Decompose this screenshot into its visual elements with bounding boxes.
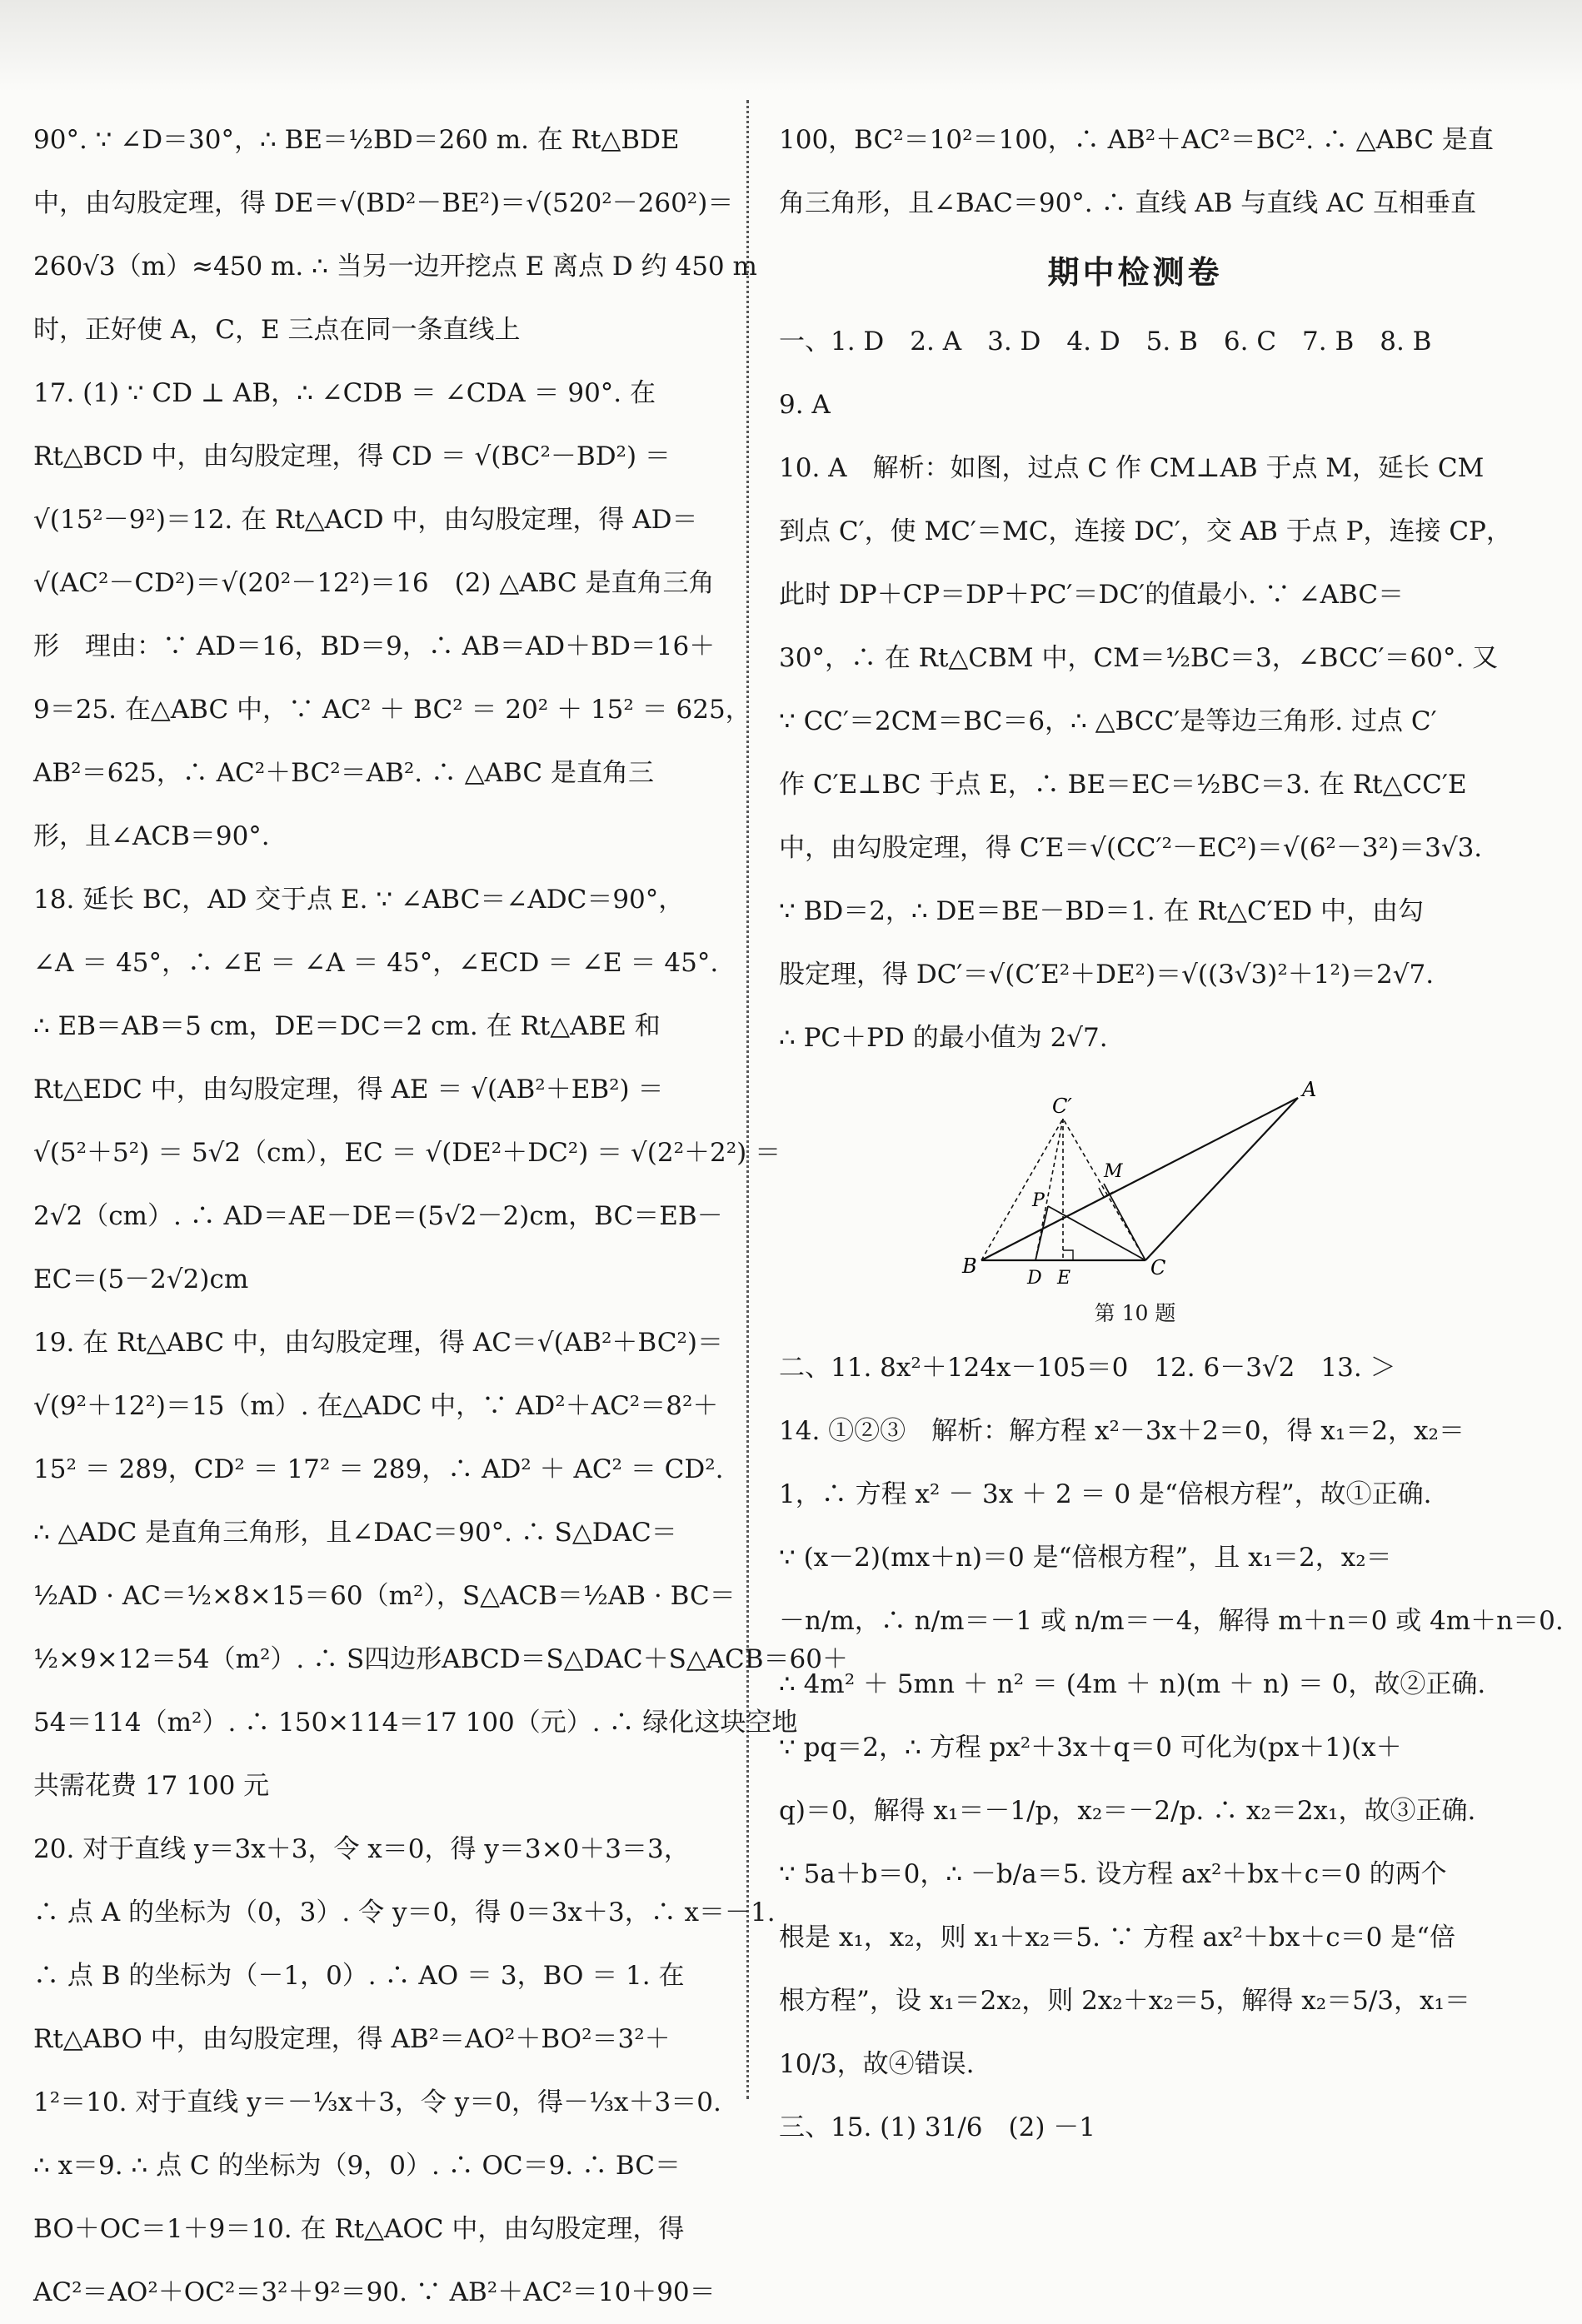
text-line: 2√2（cm）. ∴ AD＝AE－DE＝(5√2－2)cm，BC＝EB－ — [33, 1201, 723, 1231]
text-line: 100，BC²＝10²＝100，∴ AB²＋AC²＝BC². ∴ △ABC 是直 — [779, 125, 1494, 155]
text-line: 10/3，故④错误. — [779, 2049, 975, 2079]
text-line: ½×9×12＝54（m²）. ∴ S四边形ABCD＝S△DAC＋S△ACB＝60＋ — [33, 1644, 848, 1674]
text-line: ∵ CC′＝2CM＝BC＝6，∴ △BCC′是等边三角形. 过点 C′ — [779, 706, 1437, 736]
text-line: 形 理由：∵ AD＝16，BD＝9，∴ AB＝AD＋BD＝16＋ — [33, 631, 716, 661]
text-line: AC²＝AO²＋OC²＝3²＋9²＝90. ∵ AB²＋AC²＝10＋90＝ — [33, 2277, 716, 2307]
label-A: A — [1301, 1078, 1316, 1101]
label-C: C — [1150, 1256, 1165, 1279]
figure-caption: 第 10 题 — [1094, 1301, 1176, 1325]
text-line: 作 C′E⊥BC 于点 E，∴ BE＝EC＝½BC＝3. 在 Rt△CC′E — [779, 770, 1467, 800]
text-line: 二、11. 8x²＋124x－105＝0 12. 6－3√2 13. ＞ — [779, 1353, 1396, 1383]
text-line: 260√3（m）≈450 m. ∴ 当另一边开挖点 E 离点 D 约 450 m — [33, 252, 757, 282]
text-line: 90°. ∵ ∠D＝30°，∴ BE＝½BD＝260 m. 在 Rt△BDE — [33, 125, 680, 155]
segment-DP — [1036, 1206, 1048, 1260]
right-lines-after-figure — [779, 1336, 1564, 2159]
text-line: 角三角形，且∠BAC＝90°. ∴ 直线 AB 与直线 AC 互相垂直 — [779, 188, 1477, 218]
segment-CA — [1145, 1098, 1298, 1260]
text-line: 根是 x₁，x₂，则 x₁＋x₂＝5. ∵ 方程 ax²＋bx＋c＝0 是“倍 — [779, 1923, 1455, 1952]
text-line: AB²＝625，∴ AC²＋BC²＝AB². ∴ △ABC 是直角三 — [33, 758, 654, 788]
text-line: 股定理，得 DC′＝√(C′E²＋DE²)＝√((3√3)²＋1²)＝2√7. — [779, 960, 1435, 990]
figure-q10 — [779, 1078, 1491, 1328]
text-line: 18. 延长 BC，AD 交于点 E. ∵ ∠ABC＝∠ADC＝90°， — [33, 885, 685, 915]
text-line: 此时 DP＋CP＝DP＋PC′＝DC′的值最小. ∵ ∠ABC＝ — [779, 580, 1405, 610]
text-line: Rt△BCD 中，由勾股定理，得 CD ＝ √(BC²－BD²) ＝ — [33, 441, 671, 471]
text-line: ∴ 点 A 的坐标为（0，3）. 令 y＝0，得 0＝3x＋3，∴ x＝－1. — [33, 1898, 776, 1928]
text-line: 根方程”，设 x₁＝2x₂，则 2x₂＋x₂＝5，解得 x₂＝5/3，x₁＝ — [779, 1986, 1470, 2016]
label-Cprime: C′ — [1051, 1095, 1072, 1118]
text-line: －n/m，∴ n/m＝－1 或 n/m＝－4，解得 m＋n＝0 或 4m＋n＝0. — [779, 1606, 1564, 1636]
column-divider — [746, 100, 749, 2099]
text-line: 30°，∴ 在 Rt△CBM 中，CM＝½BC＝3，∠BCC′＝60°. 又 — [779, 643, 1499, 673]
left-column — [33, 108, 848, 2324]
text-line: 54＝114（m²）. ∴ 150×114＝17 100（元）. ∴ 绿化这块空地 — [33, 1708, 798, 1738]
text-line: √(5²＋5²) ＝ 5√2（cm），EC ＝ √(DE²＋DC²) ＝ √(2²＋2²) ＝ — [33, 1138, 781, 1168]
text-line: ∴ x＝9. ∴ 点 C 的坐标为（9，0）. ∴ OC＝9. ∴ BC＝ — [33, 2151, 681, 2181]
text-line: 一、1. D 2. A 3. D 4. D 5. B 6. C 7. B 8. B — [779, 327, 1432, 357]
text-line: 形，且∠ACB＝90°. — [33, 821, 270, 851]
text-line: Rt△ABO 中，由勾股定理，得 AB²＝AO²＋BO²＝3²＋ — [33, 2024, 671, 2054]
text-line: 15² ＝ 289，CD² ＝ 17² ＝ 289，∴ AD² ＋ AC² ＝ CD². — [33, 1454, 724, 1484]
text-line: √(AC²－CD²)＝√(20²－12²)＝16 (2) △ABC 是直角三角 — [33, 568, 715, 598]
right-angle-E — [1063, 1250, 1073, 1260]
text-line: 9. A — [779, 390, 831, 420]
text-line: 中，由勾股定理，得 C′E＝√(CC′²－EC²)＝√(6²－3²)＝3√3. — [779, 833, 1483, 863]
label-D: D — [1026, 1268, 1042, 1289]
text-line: 10. A 解析：如图，过点 C 作 CM⊥AB 于点 M，延长 CM — [779, 453, 1485, 483]
text-line: q)＝0，解得 x₁＝－1/p，x₂＝－2/p. ∴ x₂＝2x₁，故③正确. — [779, 1796, 1476, 1826]
text-line: ∴ PC＋PD 的最小值为 2√7. — [779, 1023, 1108, 1053]
label-E: E — [1056, 1268, 1070, 1289]
text-line: ∴ △ADC 是直角三角形，且∠DAC＝90°. ∴ S△DAC＝ — [33, 1518, 677, 1548]
text-line: 19. 在 Rt△ABC 中，由勾股定理，得 AC＝√(AB²＋BC²)＝ — [33, 1328, 723, 1358]
right-top-lines — [779, 108, 1494, 235]
text-line: √(9²＋12²)＝15（m）. 在△ADC 中，∵ AD²＋AC²＝8²＋ — [33, 1391, 719, 1421]
text-line: ∴ 4m² ＋ 5mn ＋ n² ＝ (4m ＋ n)(m ＋ n) ＝ 0，故②正确. — [779, 1669, 1486, 1699]
text-line: ∠A ＝ 45°，∴ ∠E ＝ ∠A ＝ 45°，∠ECD ＝ ∠E ＝ 45°. — [33, 948, 719, 978]
text-line: 14. ①②③ 解析：解方程 x²－3x＋2＝0，得 x₁＝2，x₂＝ — [779, 1416, 1465, 1446]
label-M: M — [1103, 1161, 1123, 1182]
right-lines-before-figure — [779, 310, 1512, 1070]
text-line: ½AD · AC＝½×8×15＝60（m²），S△ACB＝½AB · BC＝ — [33, 1581, 736, 1611]
text-line: 1²＝10. 对于直线 y＝－⅓x＋3，令 y＝0，得－⅓x＋3＝0. — [33, 2087, 721, 2117]
right-column — [779, 108, 1564, 2159]
text-line: ∵ pq＝2，∴ 方程 px²＋3x＋q＝0 可化为(px＋1)(x＋ — [779, 1733, 1402, 1763]
text-line: 9＝25. 在△ABC 中，∵ AC² ＋ BC² ＝ 20² ＋ 15² ＝ 625， — [33, 695, 751, 725]
text-line: ∵ (x－2)(mx＋n)＝0 是“倍根方程”，且 x₁＝2，x₂＝ — [779, 1543, 1392, 1573]
text-line: ∴ 点 B 的坐标为（－1，0）. ∴ AO ＝ 3，BO ＝ 1. 在 — [33, 1961, 685, 1991]
text-line: 三、15. (1) 31/6 (2) －1 — [779, 2112, 1096, 2142]
text-line: 共需花费 17 100 元 — [33, 1771, 270, 1801]
text-line: ∵ 5a＋b＝0，∴ －b/a＝5. 设方程 ax²＋bx＋c＝0 的两个 — [779, 1859, 1447, 1889]
geometry-diagram — [961, 1078, 1316, 1298]
text-line: 中，由勾股定理，得 DE＝√(BD²－BE²)＝√(520²－260²)＝ — [33, 188, 734, 218]
text-line: 20. 对于直线 y＝3x＋3，令 x＝0，得 y＝3×0＋3＝3， — [33, 1834, 690, 1864]
label-P: P — [1031, 1190, 1045, 1211]
text-line: 到点 C′，使 MC′＝MC，连接 DC′，交 AB 于点 P，连接 CP， — [779, 516, 1512, 546]
text-line: 时，正好使 A，C，E 三点在同一条直线上 — [33, 315, 521, 345]
text-line: EC＝(5－2√2)cm — [33, 1264, 249, 1294]
segment-CprimeD — [1036, 1119, 1063, 1260]
text-line: BO＋OC＝1＋9＝10. 在 Rt△AOC 中，由勾股定理，得 — [33, 2214, 685, 2244]
text-line: 1，∴ 方程 x² － 3x ＋ 2 ＝ 0 是“倍根方程”，故①正确. — [779, 1479, 1432, 1509]
text-line: ∴ EB＝AB＝5 cm，DE＝DC＝2 cm. 在 Rt△ABE 和 — [33, 1011, 661, 1041]
text-line: ∵ BD＝2，∴ DE＝BE－BD＝1. 在 Rt△C′ED 中，由勾 — [779, 896, 1425, 926]
label-B: B — [961, 1254, 977, 1278]
text-line: Rt△EDC 中，由勾股定理，得 AE ＝ √(AB²＋EB²) ＝ — [33, 1075, 664, 1105]
page-top-shade — [0, 0, 1582, 92]
text-line: 17. (1) ∵ CD ⊥ AB，∴ ∠CDB ＝ ∠CDA ＝ 90°. 在 — [33, 378, 656, 408]
text-line: √(15²－9²)＝12. 在 Rt△ACD 中，由勾股定理，得 AD＝ — [33, 505, 698, 535]
section-title: 期中检测卷 — [1047, 254, 1223, 291]
